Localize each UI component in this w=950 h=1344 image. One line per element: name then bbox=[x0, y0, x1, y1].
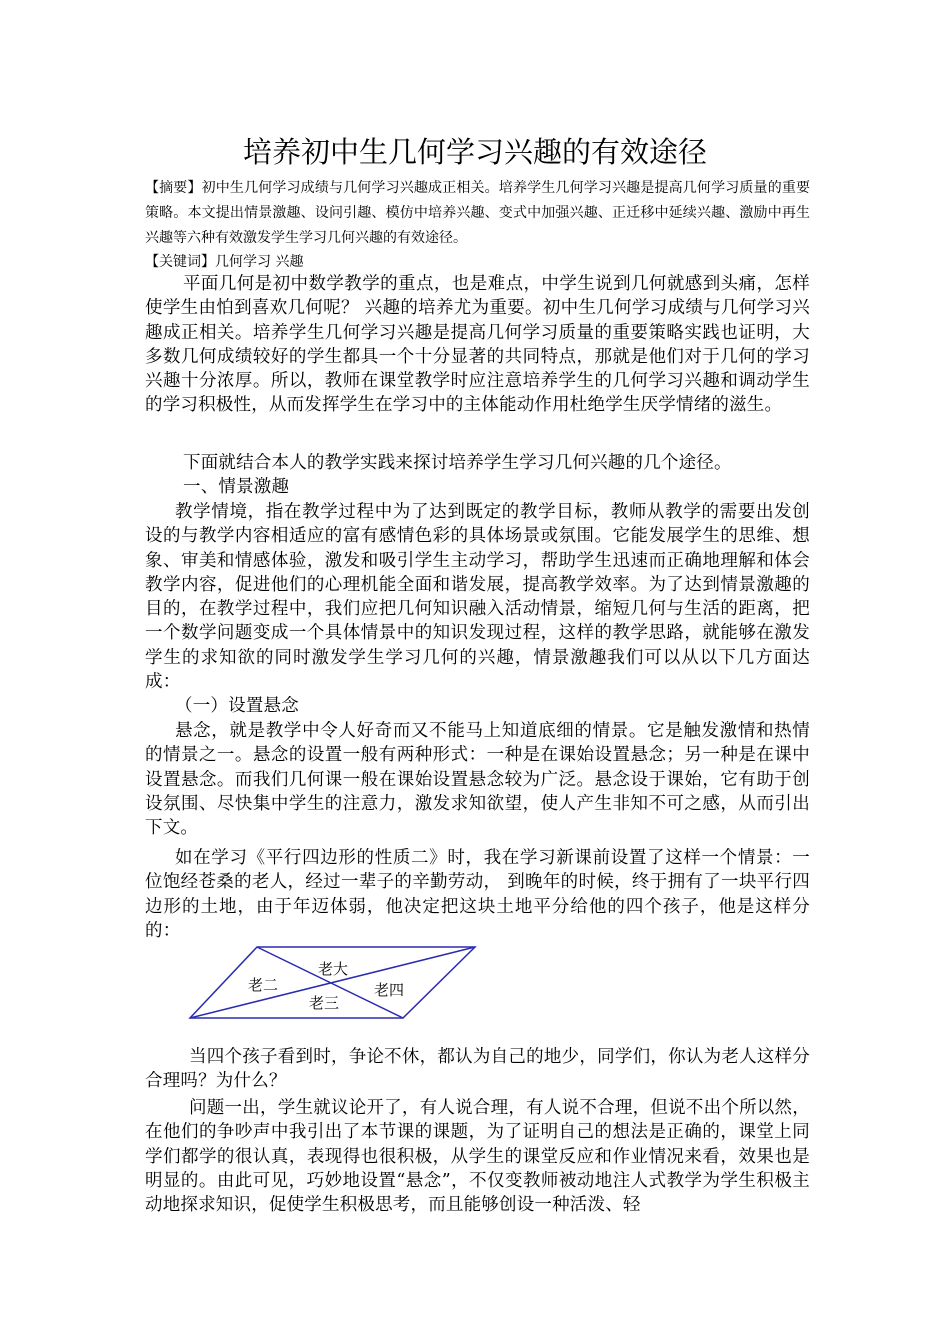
page-title: 培养初中生几何学习兴趣的有效途径 bbox=[242, 135, 707, 169]
paragraph-example: 如在学习《平行四边形的性质二》时，我在学习新课前设置了这样一个情景：一位饱经苍桑的老人，经过一辈子的辛勤劳动， 到晚年的时候，终于拥有了一块平行四边形的土地，由于年迈体弱，他决定把这块土地平分给他的四个孩子，他是这样分的： bbox=[145, 848, 810, 941]
label-fourth: 老四 bbox=[374, 981, 405, 999]
label-second: 老二 bbox=[248, 976, 279, 994]
abstract: 【摘要】初中生几何学习成绩与几何学习兴趣成正相关。培养学生几何学习兴趣是提高几何学习质量的重要策略。本文提出情景激趣、设问引趣、模仿中培养兴趣、变式中加强兴趣、正迁移中延续兴趣、激励中再生兴趣等六种有效激发学生学习几何兴趣的有效途径。 bbox=[145, 180, 810, 246]
subsection-heading: （一）设置悬念 bbox=[175, 696, 299, 716]
label-third: 老三 bbox=[309, 994, 340, 1012]
paragraph-intro: 平面几何是初中数学教学的重点，也是难点，中学生说到几何就感到头痛，怎样使学生由怕到喜欢几何呢？ 兴趣的培养尤为重要。初中生几何学习成绩与几何学习兴趣成正相关。培养学生几何学习兴趣是提高几何学习质量的重要策略实践也证明，大多数几何成绩较好的学生都具一个十分显著的共同特点，那就是他们对于几何的学习兴趣十分浓厚。所以，教师在课堂教学时应注意培养学生的几何学习兴趣和调动学生的学习积极性，从而发挥学生在学习中的主体能动作用杜绝学生厌学情绪的滋生。 bbox=[145, 274, 810, 416]
parallelogram-figure bbox=[185, 940, 480, 1025]
paragraph-question: 当四个孩子看到时，争论不休，都认为自己的地少，同学们，你认为老人这样分合理吗？为什么？ bbox=[145, 1047, 810, 1092]
paragraph-discussion: 问题一出，学生就议论开了，有人说合理，有人说不合理，但说不出个所以然，在他们的争吵声中我引出了本节课的课题，为了证明自己的想法是正确的，课堂上同学们都学的很认真，表现得也很积极，从学生的课堂反应和作业情况来看，效果也是明显的。由此可见，巧妙地设置“悬念”，不仅变教师被动地注人式教学为学生积极主动地探求知识，促使学生积极思考，而且能够创设一种活泼、轻 bbox=[145, 1098, 810, 1216]
section-heading: 一、情景激趣 bbox=[183, 477, 290, 497]
paragraph-situation: 教学情境，指在教学过程中为了达到既定的教学目标，教师从教学的需要出发创设的与教学内容相适应的富有感情色彩的具体场景或氛围。它能发展学生的思维、想象、审美和情感体验，激发和吸引学生主动学习，帮助学生迅速而正确地理解和体会教学内容，促进他们的心理机能全面和谐发展，提高教学效率。为了达到情景激趣的目的，在教学过程中，我们应把几何知识融入活动情景，缩短几何与生活的距离，把一个数学问题变成一个具体情景中的知识发现过程，这样的教学思路，就能够在激发学生的求知欲的同时激发学生学习几何的兴趣，情景激趣我们可以从以下几方面达成： bbox=[145, 502, 810, 693]
paragraph-suspense: 悬念，就是教学中令人好奇而又不能马上知道底细的情景。它是触发激情和热情的情景之一。悬念的设置一般有两种形式：一种是在课始设置悬念；另一种是在课中设置悬念。而我们几何课一般在课始设置悬念较为广泛。悬念设于课始，它有助于创设氛围、尽快集中学生的注意力，激发求知欲望，使人产生非知不可之感，从而引出下文。 bbox=[145, 721, 810, 839]
keywords: 【关键词】几何学习 兴趣 bbox=[145, 254, 304, 270]
paragraph-overview: 下面就结合本人的教学实践来探讨培养学生学习几何兴趣的几个途径。 bbox=[183, 453, 732, 473]
label-eldest: 老大 bbox=[318, 960, 349, 978]
